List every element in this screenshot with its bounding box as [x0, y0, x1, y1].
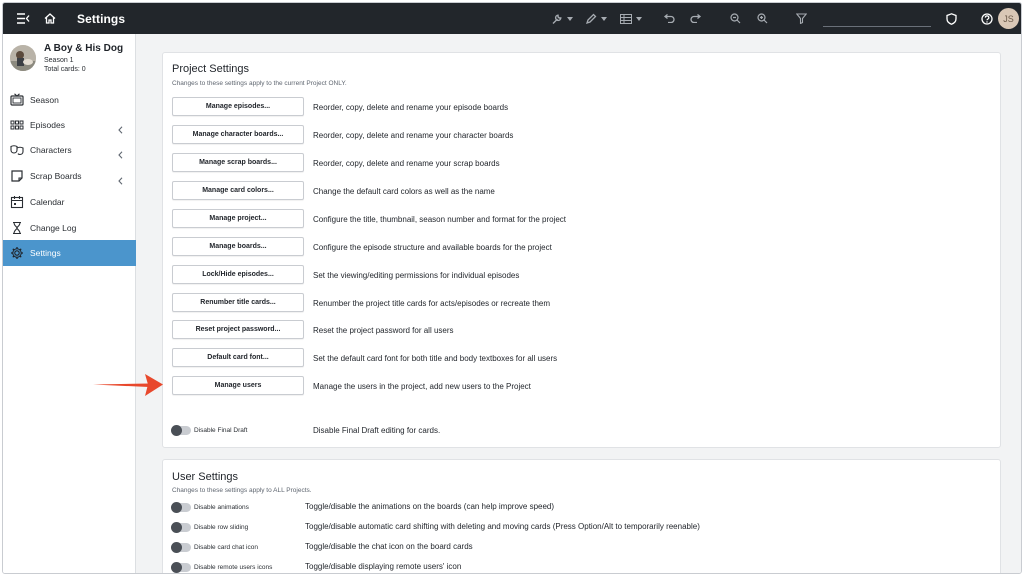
manage-project-button[interactable]: Manage project...: [172, 209, 304, 228]
chevron-down-icon: [567, 17, 573, 21]
toggle-description: Toggle/disable the animations on the boards (can help improve speed): [305, 502, 555, 511]
sidebar-item-label: Season: [30, 95, 59, 105]
toggle-label: Disable Final Draft: [194, 427, 248, 434]
chevron-down-icon: [601, 17, 607, 21]
sidebar-item-calendar[interactable]: [3, 189, 136, 215]
project-total-cards: Total cards: 0: [44, 66, 86, 73]
toggle-label: Disable animations: [194, 504, 249, 511]
toggle-label: Disable card chat icon: [194, 544, 258, 551]
top-bar: [3, 3, 1022, 34]
page-title: Settings: [77, 11, 126, 26]
project-name: A Boy & His Dog: [44, 43, 124, 54]
disable-row-sliding-toggle[interactable]: [172, 523, 191, 532]
sidebar-item-label: Settings: [30, 248, 61, 258]
redo-icon[interactable]: [687, 3, 705, 34]
shield-icon[interactable]: [942, 3, 960, 34]
app-window: [2, 2, 1022, 574]
scrap-note-icon: [10, 169, 24, 183]
manage-card-colors-button[interactable]: Manage card colors...: [172, 181, 304, 200]
project-settings-subtitle: Changes to these settings apply to the current Project ONLY.: [172, 80, 347, 87]
sidebar-item-scrap-boards[interactable]: [3, 163, 136, 189]
setting-description: Manage the users in the project, add new users to the Project: [313, 382, 531, 391]
wrench-icon[interactable]: [550, 3, 574, 34]
help-icon[interactable]: [978, 3, 996, 34]
setting-description: Reorder, copy, delete and rename your character boards: [313, 131, 514, 140]
sidebar-item-label: Characters: [30, 145, 72, 155]
toggle-description: Toggle/disable displaying remote users' icon: [305, 562, 462, 571]
disable-card-chat-icon-toggle[interactable]: [172, 543, 191, 552]
setting-description: Reorder, copy, delete and rename your scrap boards: [313, 159, 500, 168]
project-thumbnail: [10, 45, 36, 71]
setting-description: Set the default card font for both title and body textboxes for all users: [313, 354, 558, 363]
gear-icon: [10, 246, 24, 260]
setting-description: Change the default card colors as well as the name: [313, 187, 495, 196]
main-content: [137, 34, 1022, 574]
calendar-icon: [10, 195, 24, 209]
chevron-left-icon[interactable]: [118, 172, 123, 190]
reset-project-password-button[interactable]: Reset project password...: [172, 320, 304, 339]
sidebar-item-label: Calendar: [30, 197, 65, 207]
disable-final-draft-toggle[interactable]: [172, 426, 191, 435]
setting-description: Reorder, copy, delete and rename your episode boards: [313, 103, 509, 112]
disable-remote-users-icons-toggle[interactable]: [172, 563, 191, 572]
sidebar: [3, 34, 136, 574]
search-input[interactable]: [823, 11, 931, 27]
tv-icon: [10, 93, 24, 107]
sidebar-item-season[interactable]: [3, 87, 136, 113]
toggle-description: Toggle/disable the chat icon on the board cards: [305, 542, 473, 551]
grid-icon: [10, 118, 24, 132]
sidebar-item-settings[interactable]: [3, 240, 136, 266]
lock-hide-episodes-button[interactable]: Lock/Hide episodes...: [172, 265, 304, 284]
sidebar-item-label: Episodes: [30, 120, 65, 130]
user-settings-subtitle: Changes to these settings apply to ALL Projects.: [172, 487, 312, 494]
setting-description: Renumber the project title cards for acts/episodes or recreate them: [313, 299, 550, 308]
setting-description: Configure the episode structure and available boards for the project: [313, 243, 552, 252]
home-icon[interactable]: [40, 3, 60, 34]
annotation-arrow-icon: [93, 373, 165, 397]
zoom-in-icon[interactable]: [753, 3, 771, 34]
menu-collapse-icon[interactable]: [13, 3, 33, 34]
pencil-icon[interactable]: [584, 3, 608, 34]
manage-boards-button[interactable]: Manage boards...: [172, 237, 304, 256]
view-list-icon[interactable]: [618, 3, 644, 34]
chevron-down-icon: [636, 17, 642, 21]
toggle-label: Disable row sliding: [194, 524, 249, 531]
user-settings-title: User Settings: [172, 471, 239, 483]
setting-description: Reset the project password for all users: [313, 326, 454, 335]
filter-icon[interactable]: [792, 3, 810, 34]
project-settings-card: [162, 52, 1001, 448]
renumber-title-cards-button[interactable]: Renumber title cards...: [172, 293, 304, 312]
disable-animations-toggle[interactable]: [172, 503, 191, 512]
user-avatar[interactable]: JS: [998, 8, 1019, 29]
project-header[interactable]: [3, 34, 136, 86]
manage-scrap-boards-button[interactable]: Manage scrap boards...: [172, 153, 304, 172]
sidebar-item-change-log[interactable]: [3, 215, 136, 241]
zoom-out-icon[interactable]: [726, 3, 744, 34]
user-settings-card: [162, 459, 1001, 574]
setting-description: Set the viewing/editing permissions for individual episodes: [313, 271, 520, 280]
sidebar-item-episodes[interactable]: [3, 112, 136, 138]
toggle-description: Disable Final Draft editing for cards.: [313, 426, 441, 435]
toggle-description: Toggle/disable automatic card shifting with deleting and moving cards (Press Option/Alt to temporarily reenable): [305, 522, 700, 531]
toggle-label: Disable remote users icons: [194, 564, 273, 571]
manage-users-button[interactable]: Manage users: [172, 376, 304, 395]
project-season: Season 1: [44, 57, 74, 64]
masks-icon: [10, 143, 24, 157]
hourglass-icon: [10, 221, 24, 235]
setting-description: Configure the title, thumbnail, season number and format for the project: [313, 215, 567, 224]
default-card-font-button[interactable]: Default card font...: [172, 348, 304, 367]
manage-character-boards-button[interactable]: Manage character boards...: [172, 125, 304, 144]
sidebar-item-label: Change Log: [30, 223, 77, 233]
sidebar-item-characters[interactable]: [3, 137, 136, 163]
chevron-left-icon[interactable]: [118, 146, 123, 164]
project-settings-title: Project Settings: [172, 63, 250, 75]
manage-episodes-button[interactable]: Manage episodes...: [172, 97, 304, 116]
sidebar-item-label: Scrap Boards: [30, 171, 82, 181]
undo-icon[interactable]: [660, 3, 678, 34]
